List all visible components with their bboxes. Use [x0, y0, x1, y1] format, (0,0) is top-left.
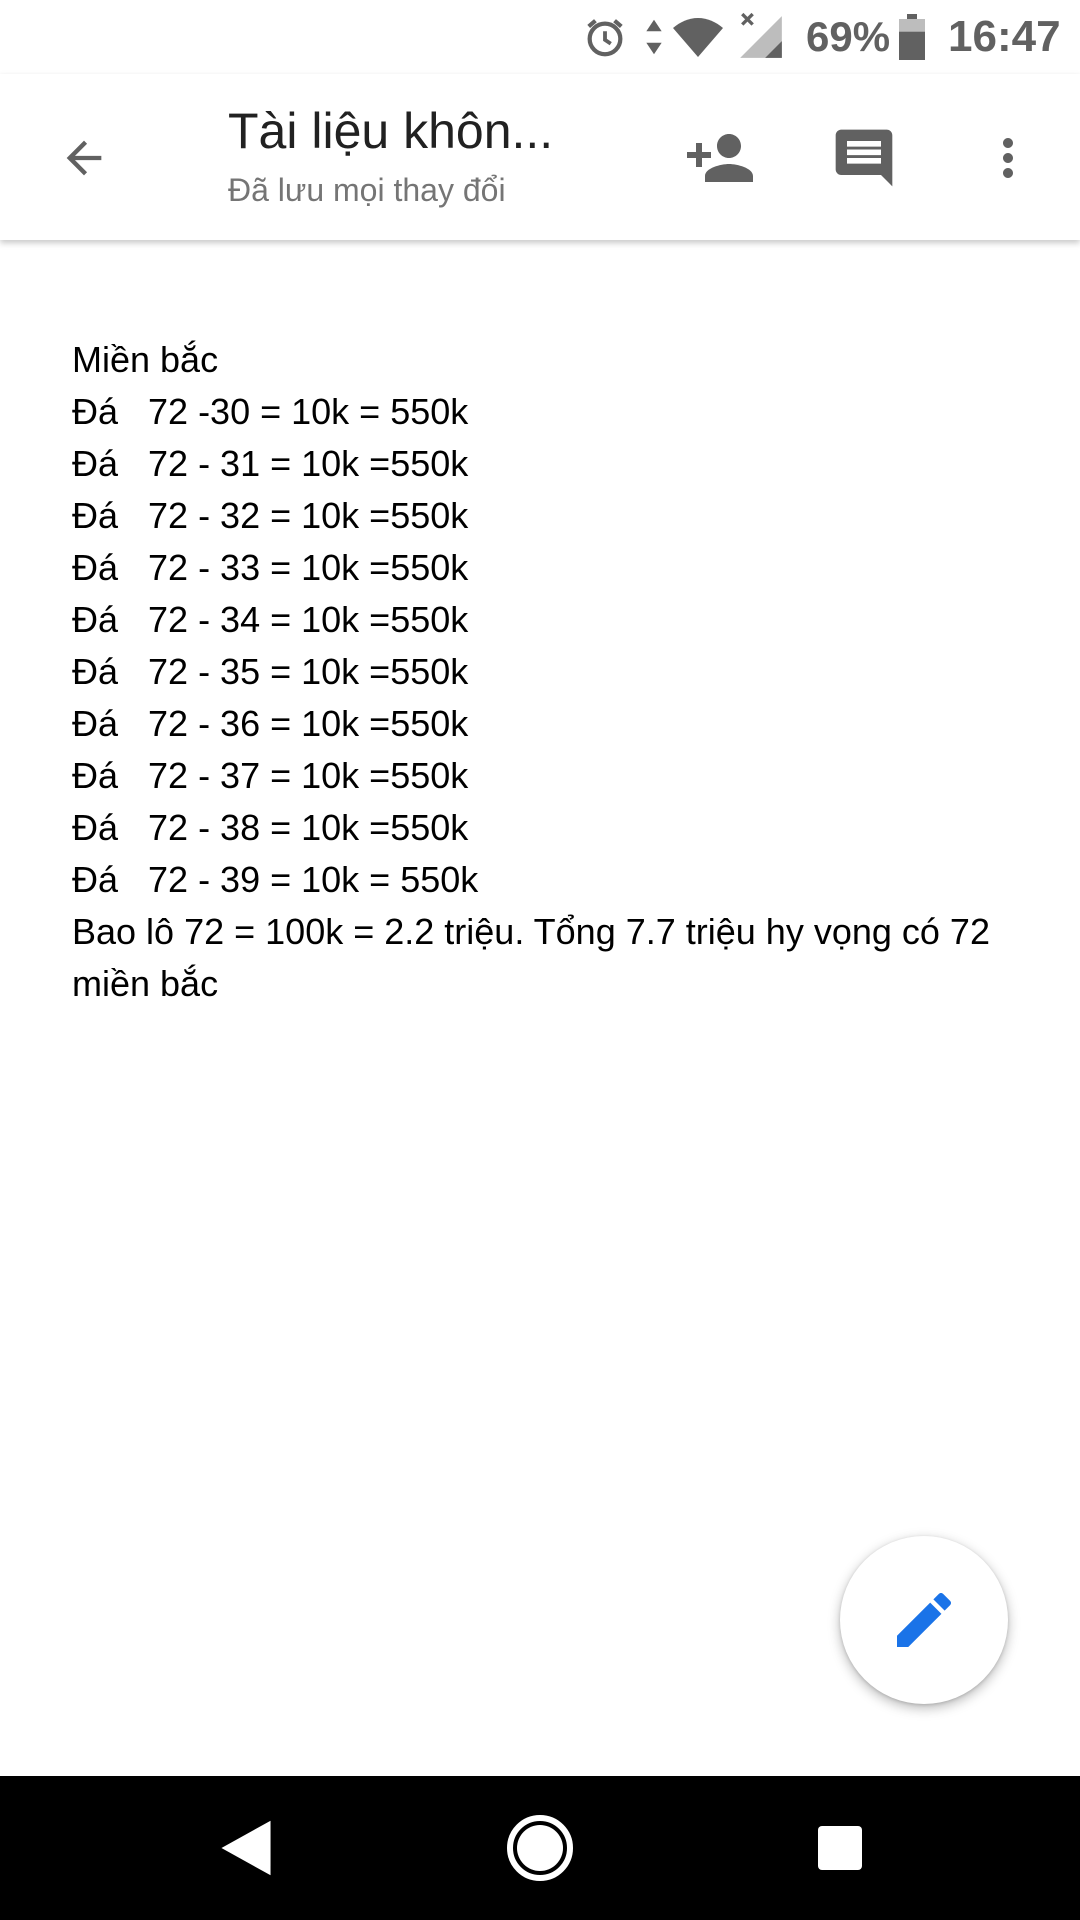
comment-button[interactable]	[820, 114, 908, 202]
nav-recents-icon	[816, 1824, 864, 1872]
document-line: Đá 72 -30 = 10k = 550k	[72, 391, 469, 432]
comment-icon	[830, 124, 898, 192]
pencil-edit-icon	[888, 1584, 960, 1656]
clock: 16:47	[948, 12, 1061, 61]
document-line: Đá 72 - 35 = 10k =550k	[72, 651, 469, 692]
more-options-button[interactable]	[964, 114, 1052, 202]
edit-fab-button[interactable]	[840, 1536, 1008, 1704]
back-button[interactable]	[40, 114, 128, 202]
data-arrows-icon	[644, 0, 664, 74]
alarm-icon	[582, 0, 628, 74]
nav-home-icon	[506, 1814, 574, 1882]
nav-recents-button[interactable]	[798, 1806, 882, 1890]
status-bar	[0, 0, 1080, 74]
battery-icon	[898, 0, 926, 74]
document-line: Bao lô 72 = 100k = 2.2 triệu. Tổng 7.7 triệu hy vọng có 72 miền bắc	[72, 911, 1000, 1004]
document-line: Đá 72 - 36 = 10k =550k	[72, 703, 469, 744]
battery-percentage: 69%	[806, 13, 891, 60]
document-line: Đá 72 - 33 = 10k =550k	[72, 547, 469, 588]
document-line: Đá 72 - 38 = 10k =550k	[72, 807, 469, 848]
document-line: Miền bắc	[72, 339, 219, 380]
nav-back-button[interactable]	[204, 1806, 288, 1890]
save-status: Đã lưu mọi thay đổi	[228, 172, 506, 208]
document-line: Đá 72 - 32 = 10k =550k	[72, 495, 469, 536]
nav-back-icon	[218, 1818, 274, 1878]
document-line: Đá 72 - 34 = 10k =550k	[72, 599, 469, 640]
document-content[interactable]	[72, 334, 1022, 1010]
document-line: Đá 72 - 39 = 10k = 550k	[72, 859, 479, 900]
nav-home-button[interactable]	[498, 1806, 582, 1890]
navigation-bar	[0, 1776, 1080, 1920]
signal-no-sim-icon	[738, 0, 784, 74]
document-line: Đá 72 - 31 = 10k =550k	[72, 443, 469, 484]
app-bar	[0, 74, 1080, 240]
document-line: Đá 72 - 37 = 10k =550k	[72, 755, 469, 796]
more-vert-icon	[978, 128, 1038, 188]
add-person-icon	[684, 122, 756, 194]
share-button[interactable]	[676, 114, 764, 202]
wifi-icon	[672, 0, 724, 74]
document-title[interactable]: Tài liệu khôn...	[228, 103, 554, 159]
back-arrow-icon	[58, 132, 110, 184]
